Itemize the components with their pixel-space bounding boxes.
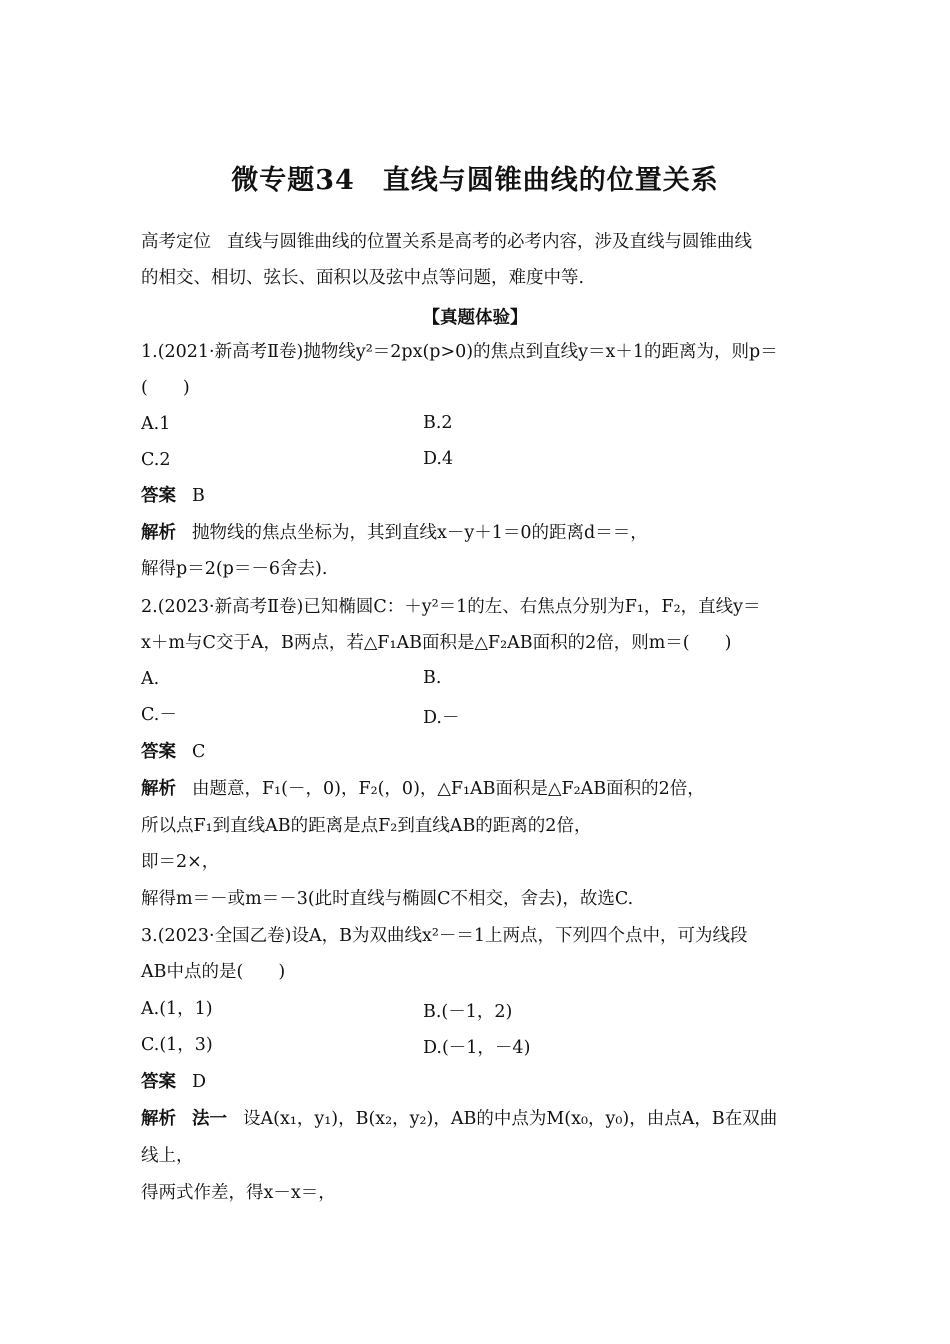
q1-analysis-1 xyxy=(141,522,648,544)
q3-analysis-text-1: 设A(x₁，y₁)，B(x₂，y₂)，AB的中点为M(x₀，y₀)，由点A，B在双曲 xyxy=(243,1109,778,1129)
page-title: 微专题34 直线与圆锥曲线的位置关系 xyxy=(231,165,719,196)
q2-analysis-2: 所以点F₁到直线AB的距离是点F₂到直线AB的距离的2倍， xyxy=(141,816,592,836)
q3-stem-line-2: AB中点的是( ) xyxy=(141,962,286,982)
q3-analysis-3: 得两式作差，得x－x＝， xyxy=(141,1183,336,1203)
q1-analysis-2: 解得p＝2(p＝－6舍去). xyxy=(141,559,328,579)
q1-answer xyxy=(141,485,205,507)
q3-stem-line-1: 3.(2023·全国乙卷)设A，B为双曲线x²－＝1上两点，下列四个点中，可为线段 xyxy=(141,926,748,946)
q3-analysis-1 xyxy=(141,1108,777,1130)
q3-analysis-label: 解析 xyxy=(141,1109,176,1129)
q1-option-a: A.1 xyxy=(141,414,171,434)
q1-option-b: B.2 xyxy=(423,413,453,433)
q2-option-c: C.－ xyxy=(141,705,177,725)
q2-analysis-text-1: 由题意，F₁(－，0)，F₂(，0)，△F₁AB面积是△F₂AB面积的2倍， xyxy=(192,779,705,799)
q2-analysis-label: 解析 xyxy=(141,779,176,799)
q3-option-a: A.(1，1) xyxy=(141,999,213,1019)
q1-option-c: C.2 xyxy=(141,450,171,470)
q1-analysis-text-1: 抛物线的焦点坐标为，其到直线x－y＋1＝0的距离d＝＝， xyxy=(192,523,648,543)
intro-label: 高考定位 xyxy=(141,232,211,252)
intro-line-1 xyxy=(141,231,752,253)
q1-answer-label: 答案 xyxy=(141,486,176,506)
q2-analysis-4: 解得m＝－或m＝－3(此时直线与椭圆C不相交，舍去)，故选C. xyxy=(141,889,634,909)
q3-analysis-2: 线上， xyxy=(141,1146,194,1166)
q2-option-a: A. xyxy=(141,669,160,689)
q2-analysis-3: 即＝2×， xyxy=(141,852,220,872)
q2-stem-line-1: 2.(2023·新高考Ⅱ卷)已知椭圆C：＋y²＝1的左、右焦点分别为F₁，F₂，直线y＝ xyxy=(141,597,761,617)
section-heading: 【真题体验】 xyxy=(422,308,528,328)
q2-option-b: B. xyxy=(423,668,442,688)
q3-option-b: B.(－1，2) xyxy=(423,1002,513,1022)
q2-answer-value: C xyxy=(192,742,206,762)
q3-answer xyxy=(141,1071,206,1093)
q1-option-d: D.4 xyxy=(423,449,454,469)
q1-stem-line-1: 1.(2021·新高考Ⅱ卷)抛物线y²＝2px(p>0)的焦点到直线y＝x＋1的距离为，则p＝ xyxy=(141,342,778,362)
q1-analysis-label: 解析 xyxy=(141,523,176,543)
q3-answer-value: D xyxy=(192,1072,207,1092)
intro-text-1: 直线与圆锥曲线的位置关系是高考的必考内容，涉及直线与圆锥曲线 xyxy=(227,232,752,252)
q2-stem-line-2: x＋m与C交于A，B两点，若△F₁AB面积是△F₂AB面积的2倍，则m＝( ) xyxy=(141,633,732,653)
q1-answer-value: B xyxy=(192,486,205,506)
q3-option-d: D.(－1，－4) xyxy=(423,1038,531,1058)
q2-answer-label: 答案 xyxy=(141,742,176,762)
q2-answer xyxy=(141,741,205,763)
q2-analysis-1 xyxy=(141,778,705,800)
q1-stem-line-2: ( ) xyxy=(141,378,190,398)
intro-line-2: 的相交、相切、弦长、面积以及弦中点等问题，难度中等. xyxy=(141,268,585,288)
q3-answer-label: 答案 xyxy=(141,1072,176,1092)
q3-method-label: 法一 xyxy=(192,1109,227,1129)
q2-option-d: D.－ xyxy=(423,708,460,728)
q3-option-c: C.(1，3) xyxy=(141,1035,213,1055)
